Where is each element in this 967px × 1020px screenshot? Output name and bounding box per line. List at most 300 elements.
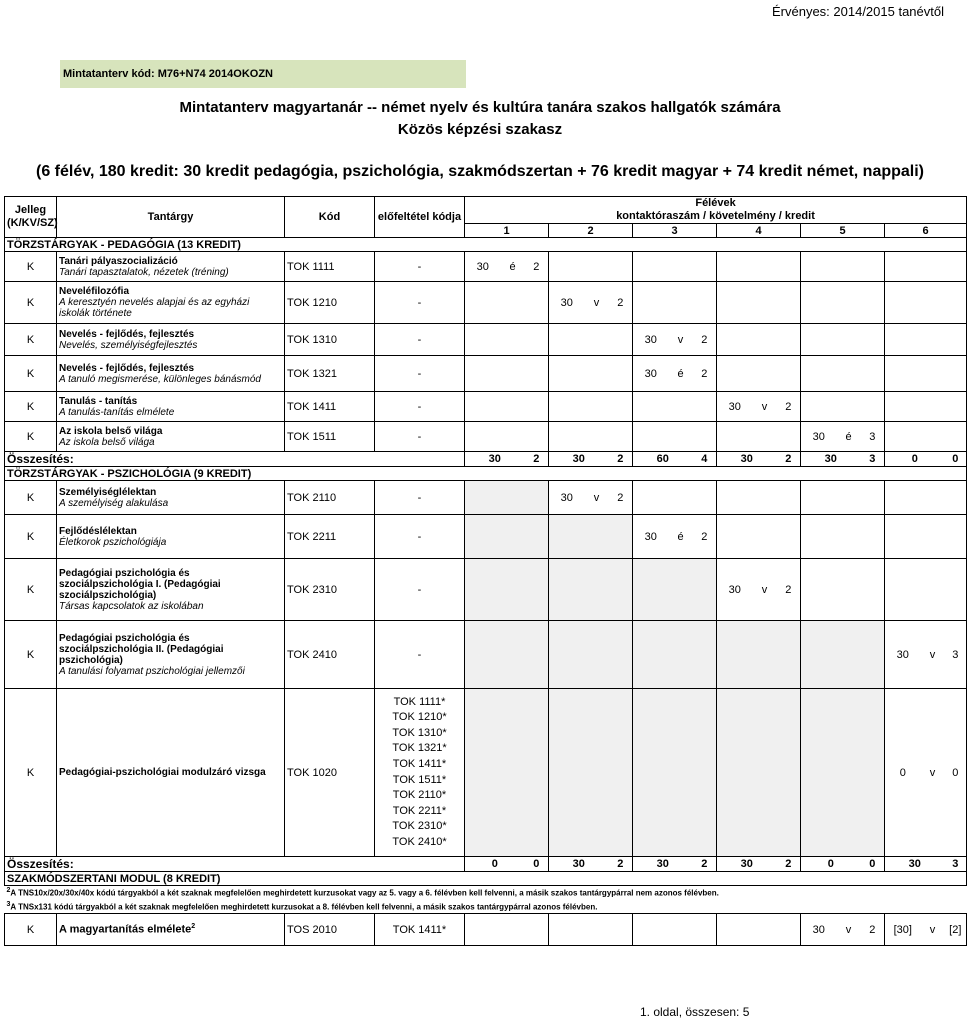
sem-empty — [921, 356, 945, 392]
course-code: TOK 2211 — [285, 515, 375, 559]
course-prereq: - — [375, 324, 465, 356]
sem-credit: 2 — [609, 481, 633, 515]
sem-empty — [921, 324, 945, 356]
exam-requirement: v — [921, 689, 945, 857]
course-description: A tanulási folyamat pszichológiai jellemzői — [59, 665, 245, 677]
course-description: A személyiség alakulása — [59, 497, 169, 509]
course-code: TOK 2410 — [285, 621, 375, 689]
sem-empty — [525, 356, 549, 392]
course-subject — [57, 481, 285, 515]
sem-empty — [465, 515, 501, 559]
sem-empty — [801, 559, 837, 621]
sem-empty — [633, 559, 669, 621]
col-semesters-header — [465, 197, 967, 224]
sem-empty — [633, 422, 669, 452]
sem-empty — [837, 282, 861, 324]
course-name: Pedagógiai pszichológia és szociálpszichológia II. (Pedagógiai pszichológia) — [59, 632, 224, 666]
sem-empty — [753, 621, 777, 689]
course-name: Neveléfilozófia — [59, 286, 130, 297]
method-requirement: v — [837, 914, 861, 946]
sum-value: 30 — [801, 452, 861, 467]
sem-empty — [525, 422, 549, 452]
sem-empty — [777, 356, 801, 392]
sem-empty — [549, 559, 585, 621]
sem-empty — [801, 515, 837, 559]
sem-credit: 2 — [693, 515, 717, 559]
sem-empty — [753, 689, 777, 857]
sem-empty — [525, 559, 549, 621]
semester-number-3: 3 — [633, 224, 717, 238]
sem-requirement: v — [753, 392, 777, 422]
col-code-header: Kód — [285, 197, 375, 238]
exam-prereq-item: TOK 1310* — [392, 726, 447, 739]
course-type: K — [5, 621, 57, 689]
course-name: Tanulás - tanítás — [59, 395, 138, 407]
sem-empty — [585, 422, 609, 452]
exam-prereq-item: TOK 1321* — [392, 742, 447, 755]
sem-empty — [501, 914, 525, 946]
sem-empty — [753, 422, 777, 452]
sem-requirement: v — [585, 282, 609, 324]
sem-empty — [885, 324, 921, 356]
sem-empty — [549, 515, 585, 559]
sem-empty — [549, 914, 585, 946]
course-subject — [57, 392, 285, 422]
exam-prereq-list — [375, 689, 465, 857]
sem-empty — [717, 252, 753, 282]
sum-value: 30 — [717, 452, 777, 467]
sem-empty — [693, 621, 717, 689]
sem-empty — [585, 324, 609, 356]
exam-name: Pedagógiai-pszichológiai modulzáró vizsga — [59, 767, 266, 778]
sum-value: 2 — [777, 452, 801, 467]
course-row — [5, 252, 967, 282]
sem-empty — [549, 356, 585, 392]
sem-empty — [609, 914, 633, 946]
exam-prereq-item: TOK 2410* — [392, 835, 447, 848]
sem-empty — [549, 422, 585, 452]
sem-empty — [921, 422, 945, 452]
sem-empty — [609, 324, 633, 356]
course-row — [5, 559, 967, 621]
exam-prereq-item: TOK 2310* — [392, 820, 447, 833]
credits-line: (6 félév, 180 kredit: 30 kredit pedagógia, pszichológia, szakmódszertan + 76 kredit magyar + 74 kredit német, nappali) — [35, 163, 925, 180]
course-name: Az iskola belső világa — [59, 425, 163, 437]
method-requirement-6: v — [921, 914, 945, 946]
footnote-text: A TNSx131 kódú tárgyakból a két szaknak megfelelően meghirdetett kurzusokat a 8. félévben kell felvenni, a másik szakos tantárgypárral azonos félévben. — [10, 902, 598, 912]
exam-code: TOK 1020 — [285, 689, 375, 857]
method-subject — [57, 914, 285, 946]
sem-empty — [921, 559, 945, 621]
course-type: K — [5, 356, 57, 392]
sem-empty — [525, 324, 549, 356]
sem-empty — [693, 392, 717, 422]
sem-requirement: v — [669, 324, 693, 356]
sem-empty — [861, 392, 885, 422]
course-row — [5, 356, 967, 392]
sem-empty — [525, 392, 549, 422]
sem-empty — [801, 356, 837, 392]
sem-hours: 30 — [717, 392, 753, 422]
sem-hours: 30 — [465, 252, 501, 282]
sem-empty — [465, 481, 501, 515]
sem-empty — [753, 515, 777, 559]
sem-credit: 3 — [945, 621, 967, 689]
sem-empty — [945, 515, 967, 559]
sem-empty — [693, 282, 717, 324]
sem-hours: 30 — [549, 282, 585, 324]
sem-requirement: v — [753, 559, 777, 621]
sum-value: 0 — [465, 857, 525, 872]
sem-empty — [921, 515, 945, 559]
sem-empty — [861, 324, 885, 356]
page-footer: 1. oldal, összesen: 5 — [640, 1005, 750, 1019]
exam-prereq-item: TOK 1111* — [393, 695, 446, 708]
sem-hours: 30 — [549, 481, 585, 515]
sem-empty — [501, 282, 525, 324]
sem-requirement: v — [921, 621, 945, 689]
sem-empty — [585, 559, 609, 621]
sem-empty — [609, 689, 633, 857]
sem-empty — [921, 481, 945, 515]
sem-credit: 2 — [693, 324, 717, 356]
sem-empty — [837, 689, 861, 857]
col-subject-header: Tantárgy — [57, 197, 285, 238]
exam-type: K — [5, 689, 57, 857]
method-name: A magyartanítás elmélete — [59, 923, 192, 936]
sem-hours: 30 — [633, 515, 669, 559]
page-title: Mintatanterv magyartanár -- német nyelv és kultúra tanára szakos hallgatók számára — [179, 99, 781, 116]
sem-credit: 2 — [609, 282, 633, 324]
sem-hours: 30 — [633, 356, 669, 392]
sum-value: 2 — [693, 857, 717, 872]
sem-hours: 30 — [885, 621, 921, 689]
sem-empty — [945, 282, 967, 324]
sem-empty — [753, 356, 777, 392]
course-row — [5, 392, 967, 422]
sem-empty — [777, 914, 801, 946]
sem-requirement: v — [585, 481, 609, 515]
sem-empty — [717, 324, 753, 356]
course-subject — [57, 356, 285, 392]
course-description: Tanári tapasztalatok, nézetek (tréning) — [59, 266, 229, 278]
course-name: Nevelés - fejlődés, fejlesztés — [59, 362, 195, 374]
sem-hours: 30 — [633, 324, 669, 356]
plan-code: Mintatanterv kód: M76+N74 2014OKOZN — [60, 60, 466, 88]
sem-empty — [837, 392, 861, 422]
sem-empty — [837, 515, 861, 559]
sem-empty — [525, 515, 549, 559]
sem-empty — [837, 559, 861, 621]
course-code: TOK 1310 — [285, 324, 375, 356]
sem-empty — [693, 914, 717, 946]
sem-empty — [777, 689, 801, 857]
sem-empty — [693, 481, 717, 515]
sem-empty — [585, 252, 609, 282]
sem-empty — [837, 324, 861, 356]
sum-value: 2 — [609, 857, 633, 872]
sem-empty — [753, 914, 777, 946]
footnote-mark: 3 — [6, 900, 11, 908]
sem-empty — [465, 559, 501, 621]
sem-empty — [717, 515, 753, 559]
sem-empty — [753, 252, 777, 282]
sem-empty — [525, 914, 549, 946]
sem-empty — [717, 422, 753, 452]
sum-value: 0 — [861, 857, 885, 872]
course-type: K — [5, 252, 57, 282]
sem-empty — [717, 914, 753, 946]
sum-value: 4 — [693, 452, 717, 467]
course-name: Személyiséglélektan — [59, 486, 157, 498]
sem-empty — [633, 282, 669, 324]
sum-value: 3 — [861, 452, 885, 467]
course-prereq: - — [375, 252, 465, 282]
footnote — [5, 886, 967, 900]
footnote — [5, 900, 967, 914]
course-code: TOK 2310 — [285, 559, 375, 621]
sem-empty — [717, 689, 753, 857]
page-subtitle: Közös képzési szakasz — [397, 121, 563, 138]
course-description: Az iskola belső világa — [59, 436, 155, 448]
course-prereq: - — [375, 356, 465, 392]
sem-empty — [777, 481, 801, 515]
sem-empty — [861, 689, 885, 857]
sem-hours: 30 — [717, 559, 753, 621]
sem-empty — [885, 559, 921, 621]
sem-requirement: é — [501, 252, 525, 282]
sum-value: 3 — [945, 857, 967, 872]
sem-empty — [465, 392, 501, 422]
course-code: TOK 2110 — [285, 481, 375, 515]
course-prereq: - — [375, 515, 465, 559]
sem-empty — [777, 422, 801, 452]
sem-empty — [633, 914, 669, 946]
sem-credit: 2 — [777, 559, 801, 621]
sem-empty — [669, 914, 693, 946]
sem-empty — [945, 324, 967, 356]
sem-empty — [585, 689, 609, 857]
sem-empty — [549, 689, 585, 857]
sem-empty — [465, 689, 501, 857]
col-prereq-header: előfeltétel kódja — [375, 197, 465, 238]
course-type: K — [5, 422, 57, 452]
sem-empty — [861, 356, 885, 392]
sem-empty — [501, 422, 525, 452]
sem-credit: 2 — [777, 392, 801, 422]
course-row — [5, 422, 967, 452]
exam-prereq-item: TOK 1210* — [392, 711, 447, 724]
sem-credit: 2 — [525, 252, 549, 282]
course-name: Pedagógiai pszichológia és szociálpszichológia I. (Pedagógiai szociálpszichológia) — [59, 567, 221, 601]
sem-empty — [693, 422, 717, 452]
course-description: Társas kapcsolatok az iskolában — [59, 600, 204, 612]
footnote-text: A TNS10x/20x/30x/40x kódú tárgyakból a két szaknak megfelelően meghirdetett kurzusokat vagy az 5. vagy a 6. félévben kell felvenni, a másik szakos tantárgypárral nem azonos félévben. — [10, 889, 719, 899]
sem-empty — [801, 621, 837, 689]
course-row — [5, 515, 967, 559]
semester-number-5: 5 — [801, 224, 885, 238]
sem-empty — [693, 252, 717, 282]
sem-empty — [609, 356, 633, 392]
sem-empty — [885, 392, 921, 422]
course-row — [5, 282, 967, 324]
sum-value: 0 — [525, 857, 549, 872]
sum-label: Összesítés: — [5, 452, 465, 467]
sum-value: 30 — [885, 857, 945, 872]
course-description: A tanulás-tanítás elmélete — [59, 406, 175, 418]
semester-number-2: 2 — [549, 224, 633, 238]
sem-empty — [549, 621, 585, 689]
sem-empty — [945, 559, 967, 621]
sem-empty — [669, 481, 693, 515]
sem-empty — [465, 621, 501, 689]
course-type: K — [5, 282, 57, 324]
sem-empty — [585, 914, 609, 946]
sem-empty — [921, 392, 945, 422]
sem-empty — [501, 324, 525, 356]
sem-empty — [465, 324, 501, 356]
sem-empty — [669, 422, 693, 452]
course-prereq: - — [375, 481, 465, 515]
sem-empty — [501, 481, 525, 515]
sem-empty — [777, 515, 801, 559]
course-prereq: - — [375, 282, 465, 324]
sem-empty — [861, 621, 885, 689]
validity-text: Érvényes: 2014/2015 tanévtől — [771, 4, 944, 19]
sem-empty — [885, 252, 921, 282]
sem-empty — [501, 689, 525, 857]
sem-empty — [609, 621, 633, 689]
sum-value: 2 — [609, 452, 633, 467]
sem-empty — [861, 252, 885, 282]
course-subject — [57, 252, 285, 282]
sem-empty — [753, 282, 777, 324]
course-code: TOK 1210 — [285, 282, 375, 324]
sem-empty — [777, 252, 801, 282]
exam-prereq-item: TOK 2211* — [392, 804, 447, 817]
curriculum-table — [4, 196, 967, 946]
sem-empty — [609, 252, 633, 282]
exam-subject — [57, 689, 285, 857]
exam-hours: 0 — [885, 689, 921, 857]
sem-empty — [801, 392, 837, 422]
sem-empty — [837, 621, 861, 689]
sem-requirement: é — [669, 356, 693, 392]
sum-value: 0 — [885, 452, 945, 467]
sem-empty — [753, 481, 777, 515]
sem-empty — [777, 324, 801, 356]
sem-empty — [585, 392, 609, 422]
sem-empty — [693, 559, 717, 621]
sem-empty — [669, 689, 693, 857]
course-description: A keresztyén nevelés alapjai és az egyházi iskolák története — [59, 297, 250, 319]
sem-empty — [885, 481, 921, 515]
sem-empty — [837, 356, 861, 392]
sem-empty — [801, 252, 837, 282]
sum-value: 30 — [549, 452, 609, 467]
sum-value: 30 — [549, 857, 609, 872]
sem-empty — [945, 356, 967, 392]
sem-empty — [885, 515, 921, 559]
semester-number-1: 1 — [465, 224, 549, 238]
sem-empty — [717, 481, 753, 515]
exam-credit: 0 — [945, 689, 967, 857]
sem-empty — [465, 356, 501, 392]
sem-empty — [549, 252, 585, 282]
sum-value: 0 — [945, 452, 967, 467]
course-type: K — [5, 559, 57, 621]
sem-empty — [669, 282, 693, 324]
sem-empty — [525, 481, 549, 515]
method-code: TOS 2010 — [285, 914, 375, 946]
sem-empty — [633, 392, 669, 422]
sem-empty — [921, 252, 945, 282]
course-code: TOK 1411 — [285, 392, 375, 422]
col-type-header: Jelleg (K/KV/SZ) — [5, 197, 57, 238]
sem-empty — [717, 282, 753, 324]
sem-empty — [945, 252, 967, 282]
sem-empty — [777, 621, 801, 689]
sem-empty — [501, 559, 525, 621]
sum-value: 30 — [465, 452, 525, 467]
course-type: K — [5, 481, 57, 515]
sem-empty — [609, 392, 633, 422]
course-subject — [57, 515, 285, 559]
sem-empty — [885, 282, 921, 324]
course-subject — [57, 621, 285, 689]
sem-empty — [921, 282, 945, 324]
sem-empty — [669, 559, 693, 621]
exam-prereq-item: TOK 1511* — [392, 773, 447, 786]
course-description: Nevelés, személyiségfejlesztés — [59, 339, 198, 351]
course-name: Fejlődéslélektan — [59, 525, 137, 537]
exam-prereq-item: TOK 1411* — [392, 757, 447, 770]
sem-empty — [885, 422, 921, 452]
sem-empty — [525, 282, 549, 324]
sem-empty — [945, 422, 967, 452]
section-psychology: TÖRZSTÁRGYAK - PSZICHOLÓGIA (9 KREDIT) — [5, 467, 967, 481]
course-type: K — [5, 515, 57, 559]
sem-empty — [945, 481, 967, 515]
course-row — [5, 621, 967, 689]
sum-value: 2 — [525, 452, 549, 467]
sem-empty — [585, 621, 609, 689]
sum-value: 30 — [717, 857, 777, 872]
sem-empty — [837, 252, 861, 282]
course-subject — [57, 559, 285, 621]
exam-prereq-item: TOK 2110* — [392, 789, 447, 802]
sem-empty — [669, 621, 693, 689]
sem-empty — [885, 356, 921, 392]
sem-empty — [525, 621, 549, 689]
method-credit: 2 — [861, 914, 885, 946]
sem-empty — [609, 515, 633, 559]
course-subject — [57, 282, 285, 324]
method-type: K — [5, 914, 57, 946]
section-pedagogy: TÖRZSTÁRGYAK - PEDAGÓGIA (13 KREDIT) — [5, 238, 967, 252]
sem-empty — [801, 324, 837, 356]
sem-empty — [669, 392, 693, 422]
course-prereq: - — [375, 422, 465, 452]
sem-empty — [717, 621, 753, 689]
sem-empty — [549, 392, 585, 422]
sem-credit: 3 — [861, 422, 885, 452]
course-subject — [57, 324, 285, 356]
method-hours: 30 — [801, 914, 837, 946]
sem-requirement: é — [669, 515, 693, 559]
sem-empty — [693, 689, 717, 857]
course-description: A tanuló megismerése, különleges bánásmód — [59, 373, 261, 385]
